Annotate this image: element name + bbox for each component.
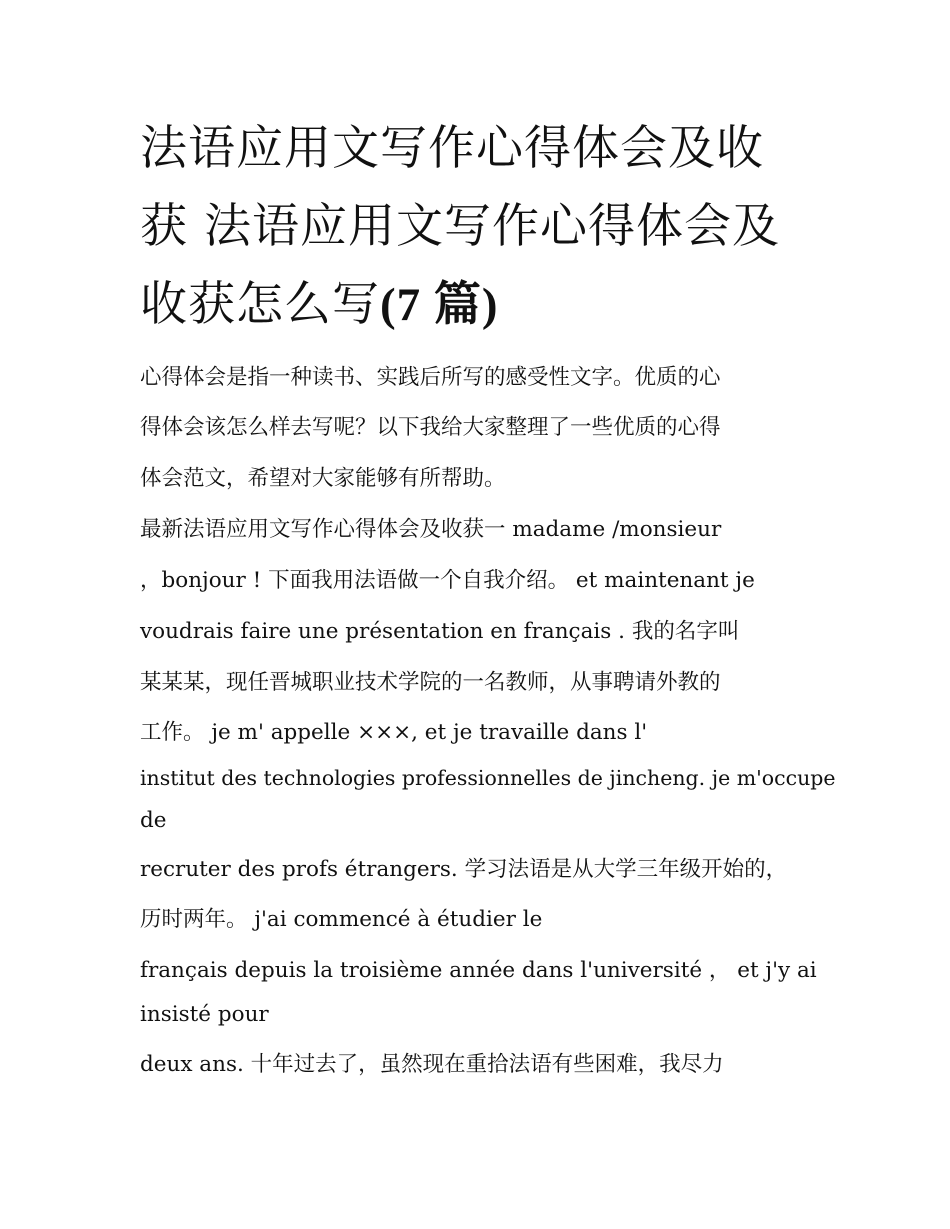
body-line-11: insisté pour <box>140 1002 269 1027</box>
body-line-4: 某某某，现任晋城职业技术学院的一名教师，从事聘请外教的 <box>140 670 721 695</box>
document-title <box>140 110 820 344</box>
intro-line-2: 得体会该怎么样去写呢？以下我给大家整理了一些优质的心得 <box>140 415 721 440</box>
body-line-9: 历时两年。 j'ai commencé à étudier le <box>140 907 543 932</box>
title-line-3 <box>140 266 820 344</box>
title-line-2: 获 法语应用文写作心得体会及 <box>140 199 780 254</box>
body-line-10: français depuis la troisième année dans l'université ， et j'y ai <box>140 958 817 983</box>
title-line-1: 法语应用文写作心得体会及收 <box>140 121 764 176</box>
intro-line-1: 心得体会是指一种读书、实践后所写的感受性文字。优质的心 <box>140 365 721 390</box>
body-line-12: deux ans. 十年过去了，虽然现在重拾法语有些困难，我尽力 <box>140 1052 724 1077</box>
intro-line-3: 体会范文，希望对大家能够有所帮助。 <box>140 466 506 491</box>
body-line-8: recruter des profs étrangers. 学习法语是从大学三年级开始的， <box>140 857 788 882</box>
body-line-5: 工作。 je m' appelle ×××, et je travaille dans l' <box>140 720 648 745</box>
title-suffix: (7 篇) <box>380 279 499 331</box>
body-line-7: de <box>140 808 167 833</box>
body-line-2: ，bonjour ! 下面我用法语做一个自我介绍。 et maintenant je <box>140 568 755 593</box>
body-line-6: institut des technologies professionnelles de jincheng. je m'occupe <box>140 766 836 790</box>
body-line-1: 最新法语应用文写作心得体会及收获一 madame /monsieur <box>140 517 722 542</box>
body-line-3: voudrais faire une présentation en français . 我的名字叫 <box>140 619 740 644</box>
title-line-3-text: 收获怎么写 <box>140 277 380 332</box>
